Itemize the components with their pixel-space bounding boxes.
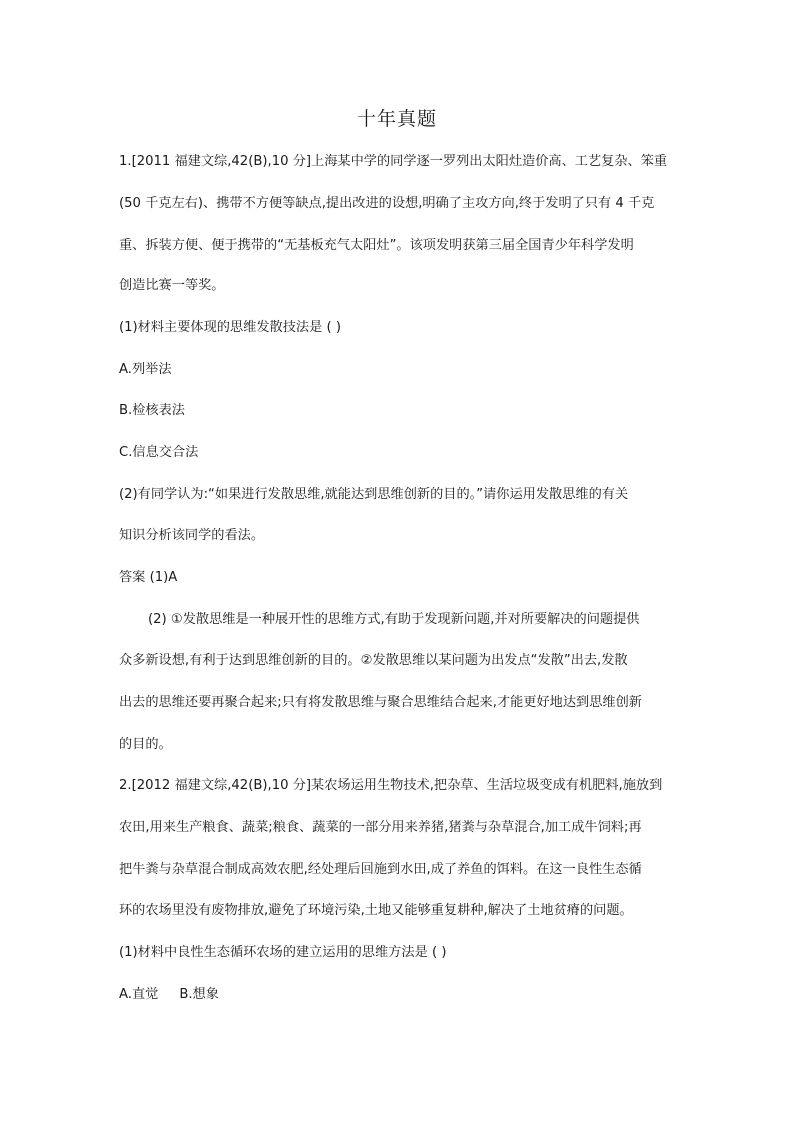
- q2-stem-line-2: 农田,用来生产粮食、蔬菜;粮食、蔬菜的一部分用来养猪,猪粪与杂草混合,加工成牛饲料;再: [119, 820, 642, 835]
- q2-stem-line-1: 2.[2012 福建文综,42(B),10 分]某农场运用生物技术,把杂草、生活垃圾变成有机肥料,施放到: [119, 778, 663, 793]
- q1-option-c: C.信息交合法: [119, 445, 199, 460]
- q1-stem-line-4: 创造比赛一等奖。: [119, 278, 225, 293]
- q1-option-b: B.检核表法: [119, 403, 185, 418]
- q1-answer-part2-line-4: 的目的。: [119, 737, 172, 752]
- q2-stem-line-4: 环的农场里没有废物排放,避免了环境污染,土地又能够重复耕种,解决了土地贫瘠的问题。: [119, 903, 633, 918]
- q1-answer-part2-line-3: 出去的思维还要再聚合起来;只有将发散思维与聚合思维结合起来,才能更好地达到思维创新: [119, 695, 642, 710]
- q2-stem-line-3: 把牛粪与杂草混合制成高效农肥,经处理后回施到水田,成了养鱼的饵料。在这一良性生态循: [119, 862, 642, 877]
- q1-part2-line-2: 知识分析该同学的看法。: [119, 528, 265, 543]
- page-title: 十年真题: [356, 108, 437, 130]
- q1-stem-line-1: 1.[2011 福建文综,42(B),10 分]上海某中学的同学逐一罗列出太阳灶造价高、工艺复杂、笨重: [119, 154, 668, 169]
- q1-answer-part2-line-2: 众多新设想,有利于达到思维创新的目的。②发散思维以某问题为出发点“发散”出去,发散: [119, 653, 628, 668]
- q2-options-ab: A.直觉 B.想象: [119, 987, 219, 1002]
- q1-part1-question: (1)材料主要体现的思维发散技法是 ( ): [119, 320, 341, 335]
- q1-part2-line-1: (2)有同学认为:“如果进行发散思维,就能达到思维创新的目的。”请你运用发散思维的有关: [119, 487, 629, 502]
- q1-answer-part2-line-1: (2) ①发散思维是一种展开性的思维方式,有助于发现新问题,并对所要解决的问题提供: [148, 612, 640, 627]
- q1-stem-line-2: (50 千克左右)、携带不方便等缺点,提出改进的设想,明确了主攻方向,终于发明了只有 4 千克: [119, 196, 655, 211]
- q1-stem-line-3: 重、拆装方便、便于携带的“无基板充气太阳灶”。该项发明获第三届全国青少年科学发明: [119, 238, 634, 253]
- q1-option-a: A.列举法: [119, 362, 172, 377]
- q2-part1-question: (1)材料中良性生态循环农场的建立运用的思维方法是 ( ): [119, 945, 447, 960]
- q1-answer-label: 答案 (1)A: [119, 570, 178, 585]
